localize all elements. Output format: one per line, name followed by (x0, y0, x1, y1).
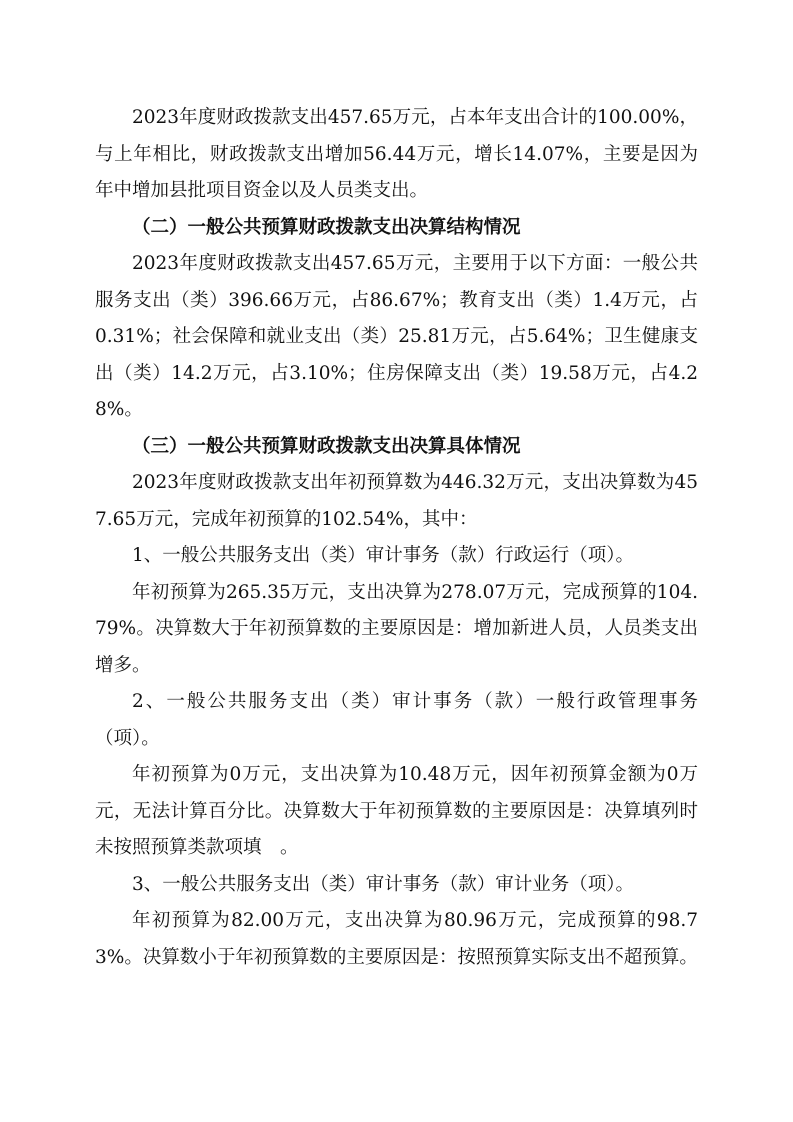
paragraph-item-2-detail: 年初预算为0万元，支出决算为10.48万元，因年初预算金额为0万元，无法计算百分比。决算数大于年初预算数的主要原因是：决算填列时未按照预算类款项填 。 (95, 764, 698, 858)
paragraph-item-1-title: 1、一般公共服务支出（类）审计事务（款）行政运行（项）。 (132, 545, 635, 566)
paragraph-item-3-detail: 年初预算为82.00万元，支出决算为80.96万元，完成预算的98.73%。决算数小于年初预算数的主要原因是：按照预算实际支出不超预算。 (95, 910, 698, 968)
paragraph-budget-summary: 2023年度财政拨款支出年初预算数为446.32万元，支出决算数为457.65万元，完成年初预算的102.54%，其中： (95, 472, 698, 530)
document-body (95, 100, 698, 976)
paragraph-total-expenditure: 2023年度财政拨款支出457.65万元，占本年支出合计的100.00%，与上年相比，财政拨款支出增加56.44万元，增长14.07%，主要是因为年中增加县批项目资金以及人员类支出。 (95, 107, 698, 201)
paragraph-item-3-title: 3、一般公共服务支出（类）审计事务（款）审计业务（项）。 (132, 873, 635, 895)
paragraph-item-1-detail: 年初预算为265.35万元，支出决算为278.07万元，完成预算的104.79%。决算数大于年初预算数的主要原因是：增加新进人员，人员类支出增多。 (95, 581, 698, 676)
section-heading-details: （三）一般公共预算财政拨款支出决算具体情况 (132, 435, 521, 457)
section-heading-structure: （二）一般公共预算财政拨款支出决算结构情况 (132, 216, 521, 238)
paragraph-item-2-title: 2、一般公共服务支出（类）审计事务（款）一般行政管理事务（项）。 (95, 691, 698, 749)
paragraph-structure: 2023年度财政拨款支出457.65万元，主要用于以下方面：一般公共服务支出（类）396.66万元，占86.67%；教育支出（类）1.4万元，占0.31%；社会保障和就业支出（类）25.81万元，占5.64%；卫生健康支出（类）14.2万元，占3.10%；住房保障支出（类）19.58万元，占4.28%。 (95, 253, 698, 420)
